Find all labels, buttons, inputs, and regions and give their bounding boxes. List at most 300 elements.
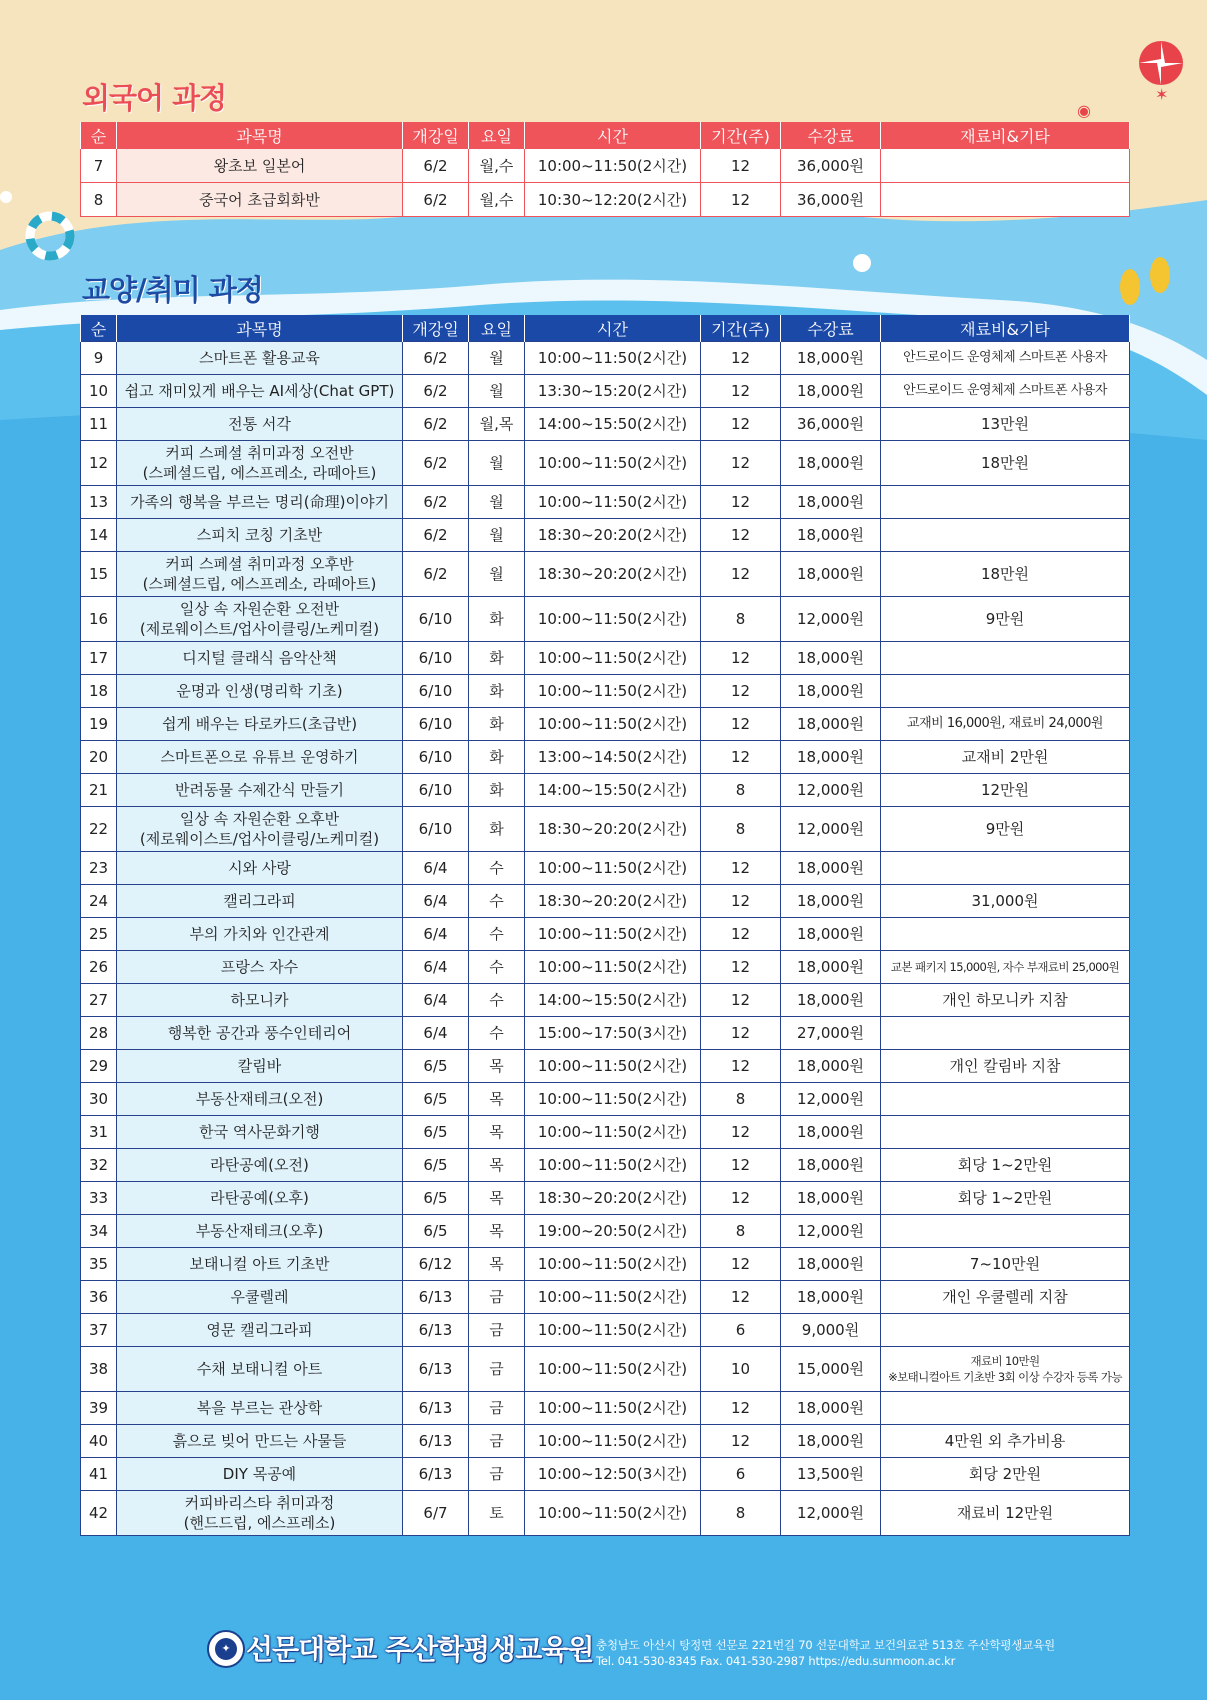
weeks-cell: 12 [701,885,781,918]
time-cell: 18:30~20:20(2시간) [525,1182,701,1215]
no-cell: 12 [81,441,117,486]
weeks-cell: 12 [701,149,781,183]
start-date-cell: 6/10 [403,675,469,708]
no-cell: 23 [81,852,117,885]
time-cell: 13:00~14:50(2시간) [525,741,701,774]
no-cell: 13 [81,486,117,519]
materials-cell: 교본 패키지 15,000원, 자수 부재료비 25,000원 [881,951,1130,984]
fee-cell: 12,000원 [781,1215,881,1248]
no-cell: 21 [81,774,117,807]
time-cell: 10:00~11:50(2시간) [525,1425,701,1458]
subject-cell: 일상 속 자원순환 오전반 (제로웨이스트/업사이클링/노케미컬) [117,597,403,642]
starfish-icon: ✶ [1155,85,1169,104]
no-cell: 25 [81,918,117,951]
col-weeks: 기간(주) [701,122,781,149]
subject-cell: 스마트폰으로 유튜브 운영하기 [117,741,403,774]
fee-cell: 18,000원 [781,1149,881,1182]
weeks-cell: 12 [701,1017,781,1050]
weeks-cell: 12 [701,519,781,552]
start-date-cell: 6/4 [403,852,469,885]
no-cell: 26 [81,951,117,984]
fee-cell: 18,000원 [781,486,881,519]
table-row [81,1149,1130,1182]
table-row [81,675,1130,708]
fee-cell: 18,000원 [781,642,881,675]
col-time: 시간 [525,315,701,342]
weeks-cell: 8 [701,774,781,807]
materials-cell [881,642,1130,675]
no-cell: 37 [81,1314,117,1347]
flower-icon [0,191,12,203]
time-cell: 10:00~11:50(2시간) [525,1314,701,1347]
col-day: 요일 [469,315,525,342]
fee-cell: 18,000원 [781,1281,881,1314]
start-date-cell: 6/13 [403,1392,469,1425]
day-cell: 화 [469,807,525,852]
start-date-cell: 6/2 [403,519,469,552]
materials-cell [881,486,1130,519]
no-cell: 33 [81,1182,117,1215]
day-cell: 월 [469,519,525,552]
day-cell: 월 [469,375,525,408]
materials-cell: 개인 우쿨렐레 지참 [881,1281,1130,1314]
subject-cell: 전통 서각 [117,408,403,441]
fee-cell: 18,000원 [781,951,881,984]
subject-cell: 라탄공예(오전) [117,1149,403,1182]
no-cell: 20 [81,741,117,774]
table-row [81,1017,1130,1050]
time-cell: 13:30~15:20(2시간) [525,375,701,408]
subject-cell: 쉽게 배우는 타로카드(초급반) [117,708,403,741]
materials-cell: 31,000원 [881,885,1130,918]
no-cell: 28 [81,1017,117,1050]
footer-address: 충청남도 아산시 탕정면 선문로 221번길 70 선문대학교 보건의료관 513호 주산학평생교육원 [596,1638,1055,1652]
no-cell: 18 [81,675,117,708]
table-row [81,1248,1130,1281]
time-cell: 10:00~11:50(2시간) [525,1050,701,1083]
foreign-section-title: 외국어 과정 [82,81,227,115]
no-cell: 19 [81,708,117,741]
subject-cell: 우쿨렐레 [117,1281,403,1314]
table-row [81,918,1130,951]
materials-cell [881,1314,1130,1347]
table-row [81,885,1130,918]
col-fee: 수강료 [781,315,881,342]
no-cell: 32 [81,1149,117,1182]
no-cell: 16 [81,597,117,642]
start-date-cell: 6/13 [403,1347,469,1392]
no-cell: 39 [81,1392,117,1425]
day-cell: 수 [469,885,525,918]
start-date-cell: 6/10 [403,741,469,774]
materials-cell: 13만원 [881,408,1130,441]
day-cell: 목 [469,1116,525,1149]
weeks-cell: 12 [701,375,781,408]
subject-cell: 반려동물 수제간식 만들기 [117,774,403,807]
subject-cell: 부동산재테크(오전) [117,1083,403,1116]
weeks-cell: 12 [701,552,781,597]
culture-section-title: 교양/취미 과정 [82,273,263,307]
fee-cell: 12,000원 [781,807,881,852]
start-date-cell: 6/10 [403,597,469,642]
time-cell: 10:00~11:50(2시간) [525,1491,701,1536]
no-cell: 7 [81,149,117,183]
no-cell: 17 [81,642,117,675]
table-header-row [81,122,1130,149]
time-cell: 10:00~11:50(2시간) [525,918,701,951]
fee-cell: 18,000원 [781,918,881,951]
materials-cell [881,1017,1130,1050]
start-date-cell: 6/5 [403,1116,469,1149]
table-row [81,1425,1130,1458]
fee-cell: 18,000원 [781,375,881,408]
day-cell: 화 [469,774,525,807]
col-time: 시간 [525,122,701,149]
day-cell: 수 [469,951,525,984]
fee-cell: 12,000원 [781,1083,881,1116]
weeks-cell: 8 [701,1491,781,1536]
weeks-cell: 8 [701,597,781,642]
day-cell: 토 [469,1491,525,1536]
materials-cell: 18만원 [881,552,1130,597]
materials-cell: 9만원 [881,597,1130,642]
day-cell: 목 [469,1248,525,1281]
start-date-cell: 6/10 [403,774,469,807]
foreign-course-table [80,122,1130,217]
day-cell: 월,수 [469,149,525,183]
weeks-cell: 12 [701,1392,781,1425]
fee-cell: 36,000원 [781,183,881,217]
fee-cell: 18,000원 [781,1425,881,1458]
time-cell: 10:00~11:50(2시간) [525,1248,701,1281]
table-row [81,552,1130,597]
weeks-cell: 12 [701,1281,781,1314]
table-row [81,1392,1130,1425]
subject-cell: 칼림바 [117,1050,403,1083]
table-row [81,441,1130,486]
day-cell: 수 [469,918,525,951]
time-cell: 10:00~11:50(2시간) [525,149,701,183]
fee-cell: 18,000원 [781,984,881,1017]
table-row [81,642,1130,675]
materials-cell [881,149,1130,183]
day-cell: 금 [469,1425,525,1458]
table-row [81,1458,1130,1491]
weeks-cell: 8 [701,807,781,852]
time-cell: 14:00~15:50(2시간) [525,984,701,1017]
materials-cell: 12만원 [881,774,1130,807]
day-cell: 화 [469,741,525,774]
fee-cell: 12,000원 [781,1491,881,1536]
start-date-cell: 6/4 [403,984,469,1017]
materials-cell [881,1116,1130,1149]
time-cell: 10:00~11:50(2시간) [525,1281,701,1314]
subject-cell: 흙으로 빚어 만드는 사물들 [117,1425,403,1458]
weeks-cell: 12 [701,441,781,486]
materials-cell [881,852,1130,885]
weeks-cell: 12 [701,342,781,375]
day-cell: 금 [469,1281,525,1314]
fee-cell: 18,000원 [781,519,881,552]
day-cell: 월 [469,486,525,519]
table-row [81,1347,1130,1392]
table-row [81,1116,1130,1149]
col-no: 순 [81,315,117,342]
fee-cell: 12,000원 [781,597,881,642]
time-cell: 10:00~11:50(2시간) [525,342,701,375]
table-row [81,375,1130,408]
day-cell: 수 [469,1017,525,1050]
crab-icon: ◉ [1077,101,1091,120]
start-date-cell: 6/10 [403,708,469,741]
fee-cell: 18,000원 [781,1116,881,1149]
materials-cell [881,1083,1130,1116]
materials-cell [881,1392,1130,1425]
time-cell: 10:00~11:50(2시간) [525,852,701,885]
table-row [81,807,1130,852]
materials-cell [881,519,1130,552]
table-row [81,1215,1130,1248]
start-date-cell: 6/10 [403,807,469,852]
start-date-cell: 6/2 [403,552,469,597]
subject-cell: 부의 가치와 인간관계 [117,918,403,951]
start-date-cell: 6/4 [403,951,469,984]
time-cell: 10:00~11:50(2시간) [525,1116,701,1149]
start-date-cell: 6/5 [403,1215,469,1248]
fee-cell: 18,000원 [781,675,881,708]
weeks-cell: 12 [701,642,781,675]
table-row [81,1182,1130,1215]
time-cell: 18:30~20:20(2시간) [525,552,701,597]
materials-cell: 회당 1~2만원 [881,1182,1130,1215]
time-cell: 18:30~20:20(2시간) [525,519,701,552]
day-cell: 목 [469,1182,525,1215]
table-row [81,1281,1130,1314]
weeks-cell: 12 [701,951,781,984]
fee-cell: 18,000원 [781,552,881,597]
fee-cell: 18,000원 [781,708,881,741]
start-date-cell: 6/2 [403,375,469,408]
no-cell: 10 [81,375,117,408]
col-subject: 과목명 [117,315,403,342]
day-cell: 금 [469,1347,525,1392]
no-cell: 35 [81,1248,117,1281]
time-cell: 10:00~11:50(2시간) [525,1149,701,1182]
subject-cell: 캘리그라피 [117,885,403,918]
day-cell: 목 [469,1215,525,1248]
no-cell: 42 [81,1491,117,1536]
fee-cell: 18,000원 [781,885,881,918]
start-date-cell: 6/2 [403,342,469,375]
no-cell: 36 [81,1281,117,1314]
time-cell: 19:00~20:50(2시간) [525,1215,701,1248]
weeks-cell: 12 [701,1425,781,1458]
table-header-row [81,315,1130,342]
subject-cell: 스마트폰 활용교육 [117,342,403,375]
footer-brand: 선문대학교 주산학평생교육원 [246,1633,594,1666]
subject-cell: 행복한 공간과 풍수인테리어 [117,1017,403,1050]
time-cell: 14:00~15:50(2시간) [525,774,701,807]
materials-cell: 18만원 [881,441,1130,486]
subject-cell: 디지털 클래식 음악산책 [117,642,403,675]
table-row [81,984,1130,1017]
start-date-cell: 6/2 [403,183,469,217]
start-date-cell: 6/4 [403,918,469,951]
table-row [81,1083,1130,1116]
day-cell: 금 [469,1392,525,1425]
day-cell: 수 [469,984,525,1017]
fee-cell: 18,000원 [781,342,881,375]
weeks-cell: 10 [701,1347,781,1392]
start-date-cell: 6/5 [403,1050,469,1083]
col-fee: 수강료 [781,122,881,149]
col-materials: 재료비&기타 [881,122,1130,149]
time-cell: 10:00~11:50(2시간) [525,486,701,519]
no-cell: 34 [81,1215,117,1248]
subject-cell: 수채 보태니컬 아트 [117,1347,403,1392]
table-row [81,597,1130,642]
start-date-cell: 6/13 [403,1458,469,1491]
no-cell: 14 [81,519,117,552]
fee-cell: 18,000원 [781,852,881,885]
fee-cell: 13,500원 [781,1458,881,1491]
time-cell: 10:00~11:50(2시간) [525,597,701,642]
materials-cell: 7~10만원 [881,1248,1130,1281]
materials-cell: 안드로이드 운영체제 스마트폰 사용자 [881,375,1130,408]
subject-cell: 가족의 행복을 부르는 명리(命理)이야기 [117,486,403,519]
subject-cell: 왕초보 일본어 [117,149,403,183]
materials-cell: 교재비 2만원 [881,741,1130,774]
time-cell: 10:00~11:50(2시간) [525,1392,701,1425]
table-row [81,774,1130,807]
time-cell: 18:30~20:20(2시간) [525,885,701,918]
start-date-cell: 6/5 [403,1182,469,1215]
day-cell: 월 [469,552,525,597]
day-cell: 목 [469,1050,525,1083]
materials-cell: 교재비 16,000원, 재료비 24,000원 [881,708,1130,741]
subject-cell: 커피바리스타 취미과정 (핸드드립, 에스프레소) [117,1491,403,1536]
fee-cell: 12,000원 [781,774,881,807]
col-subject: 과목명 [117,122,403,149]
materials-cell: 재료비 12만원 [881,1491,1130,1536]
time-cell: 15:00~17:50(3시간) [525,1017,701,1050]
materials-cell: 4만원 외 추가비용 [881,1425,1130,1458]
weeks-cell: 6 [701,1458,781,1491]
table-row [81,149,1130,183]
day-cell: 월,목 [469,408,525,441]
fee-cell: 36,000원 [781,149,881,183]
weeks-cell: 12 [701,918,781,951]
weeks-cell: 12 [701,675,781,708]
subject-cell: 부동산재테크(오후) [117,1215,403,1248]
no-cell: 24 [81,885,117,918]
start-date-cell: 6/7 [403,1491,469,1536]
day-cell: 화 [469,642,525,675]
time-cell: 10:00~11:50(2시간) [525,642,701,675]
start-date-cell: 6/2 [403,408,469,441]
col-materials: 재료비&기타 [881,315,1130,342]
fee-cell: 18,000원 [781,1392,881,1425]
weeks-cell: 12 [701,1116,781,1149]
materials-cell: 개인 하모니카 지참 [881,984,1130,1017]
subject-cell: 영문 캘리그라피 [117,1314,403,1347]
time-cell: 10:00~11:50(2시간) [525,1347,701,1392]
subject-cell: 쉽고 재미있게 배우는 AI세상(Chat GPT) [117,375,403,408]
time-cell: 10:00~12:50(3시간) [525,1458,701,1491]
table-row [81,1314,1130,1347]
weeks-cell: 12 [701,984,781,1017]
no-cell: 15 [81,552,117,597]
shell-icon [853,254,871,272]
table-row [81,342,1130,375]
weeks-cell: 8 [701,1083,781,1116]
no-cell: 41 [81,1458,117,1491]
beach-umbrella-icon [1139,41,1183,85]
start-date-cell: 6/5 [403,1083,469,1116]
materials-cell: 안드로이드 운영체제 스마트폰 사용자 [881,342,1130,375]
start-date-cell: 6/13 [403,1425,469,1458]
subject-cell: DIY 목공예 [117,1458,403,1491]
day-cell: 월 [469,441,525,486]
col-start-date: 개강일 [403,122,469,149]
start-date-cell: 6/12 [403,1248,469,1281]
time-cell: 10:30~12:20(2시간) [525,183,701,217]
start-date-cell: 6/2 [403,486,469,519]
weeks-cell: 12 [701,708,781,741]
table-row [81,519,1130,552]
subject-cell: 스피치 코칭 기초반 [117,519,403,552]
materials-cell: 회당 2만원 [881,1458,1130,1491]
day-cell: 화 [469,708,525,741]
no-cell: 11 [81,408,117,441]
materials-cell [881,1215,1130,1248]
table-row [81,183,1130,217]
weeks-cell: 12 [701,852,781,885]
no-cell: 31 [81,1116,117,1149]
table-row [81,951,1130,984]
col-start-date: 개강일 [403,315,469,342]
footer-address-block [596,1637,1055,1669]
weeks-cell: 12 [701,486,781,519]
fee-cell: 15,000원 [781,1347,881,1392]
start-date-cell: 6/10 [403,642,469,675]
time-cell: 18:30~20:20(2시간) [525,807,701,852]
weeks-cell: 12 [701,183,781,217]
subject-cell: 커피 스페셜 취미과정 오후반 (스페셜드립, 에스프레소, 라떼아트) [117,552,403,597]
subject-cell: 보태니컬 아트 기초반 [117,1248,403,1281]
materials-cell: 재료비 10만원 ※보태니컬아트 기초반 3회 이상 수강자 등록 가능 [881,1347,1130,1392]
table-row [81,708,1130,741]
no-cell: 8 [81,183,117,217]
start-date-cell: 6/5 [403,1149,469,1182]
materials-cell [881,183,1130,217]
time-cell: 10:00~11:50(2시간) [525,708,701,741]
day-cell: 월,수 [469,183,525,217]
day-cell: 화 [469,597,525,642]
weeks-cell: 6 [701,1314,781,1347]
no-cell: 40 [81,1425,117,1458]
weeks-cell: 12 [701,1182,781,1215]
subject-cell: 운명과 인생(명리학 기초) [117,675,403,708]
fee-cell: 36,000원 [781,408,881,441]
start-date-cell: 6/4 [403,1017,469,1050]
day-cell: 금 [469,1458,525,1491]
no-cell: 30 [81,1083,117,1116]
fee-cell: 18,000원 [781,1182,881,1215]
table-row [81,1050,1130,1083]
materials-cell [881,918,1130,951]
start-date-cell: 6/2 [403,149,469,183]
